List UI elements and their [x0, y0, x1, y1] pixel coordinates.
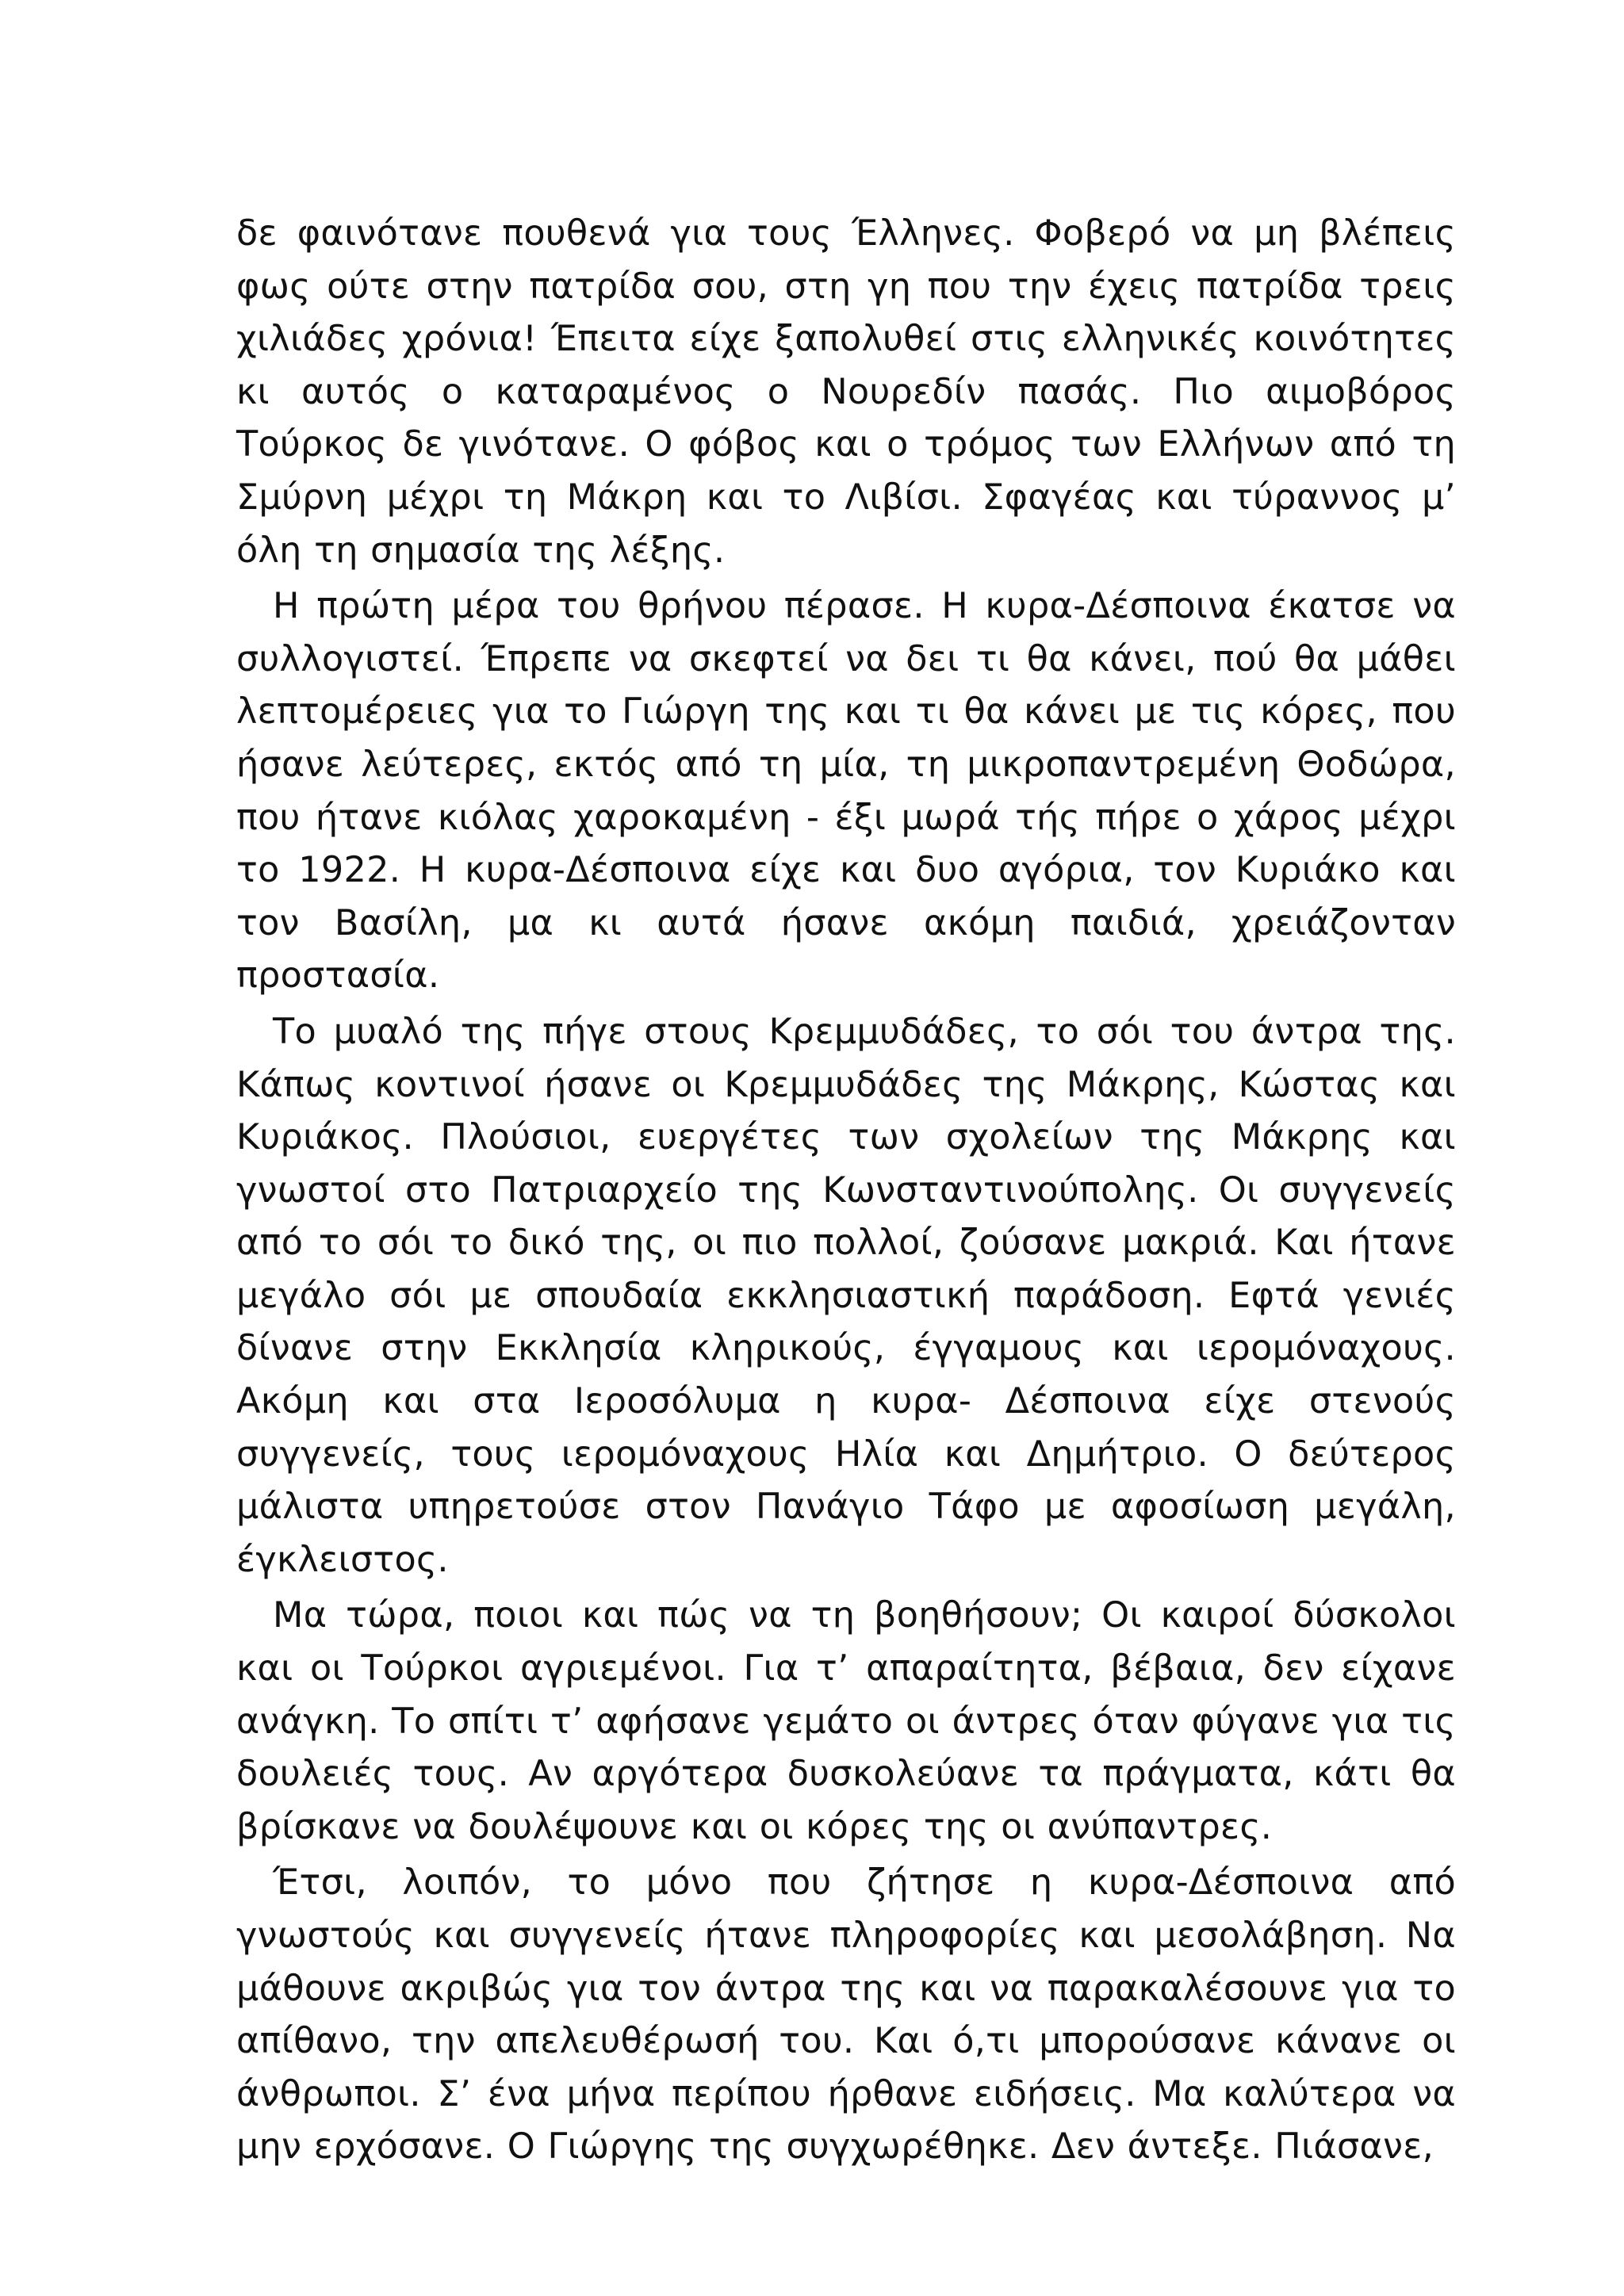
document-page [236, 208, 1456, 2174]
paragraph-5: Έτσι, λοιπόν, το μόνο που ζήτησε η κυρα-Δέσποινα από γνωστούς και συγγενείς ήτανε πληροφορίες και μεσολάβηση. Να μάθουνε ακριβώς για τον άντρα της και να παρακαλέσουνε για το απίθανο, την απελευθέρωσή του. Και ό,τι μπορούσανε κάνανε οι άνθρωποι. Σ’ ένα μήνα περίπου ήρθανε ειδήσεις. Μα καλύτερα να μην ερχόσανε. Ο Γιώργης της συγχωρέθηκε. Δεν άντεξε. Πιάσανε, [236, 1862, 1456, 2168]
paragraph-3: Το μυαλό της πήγε στους Κρεμμυδάδες, το σόι του άντρα της. Κάπως κοντινοί ήσανε οι Κρεμμυδάδες της Μάκρης, Κώστας και Κυριάκος. Πλούσιοι, ευεργέτες των σχολείων της Μάκρης και γνωστοί στο Πατριαρχείο της Κωνσταντινούπολης. Οι συγγενείς από το σόι το δικό της, οι πιο πολλοί, ζούσανε μακριά. Και ήτανε μεγάλο σόι με σπουδαία εκκλησιαστική παράδοση. Εφτά γενιές δίνανε στην Εκκλησία κληρικούς, έγγαμους και ιερομόναχους. Ακόμη και στα Ιεροσόλυμα η κυρα- Δέσποινα είχε στενούς συγγενείς, τους ιερομόναχους Ηλία και Δημήτριο. Ο δεύτερος μάλιστα υπηρετούσε στον Πανάγιο Τάφο με αφοσίωση μεγάλη, έγκλειστος. [236, 1011, 1456, 1580]
paragraph-2: Η πρώτη μέρα του θρήνου πέρασε. Η κυρα-Δέσποινα έκατσε να συλλογιστεί. Έπρεπε να σκεφτεί να δει τι θα κάνει, πού θα μάθει λεπτομέρειες για το Γιώργη της και τι θα κάνει με τις κόρες, που ήσανε λεύτερες, εκτός από τη μία, τη μικροπαντρεμένη Θοδώρα, που ήτανε κιόλας χαροκαμένη - έξι μωρά τής πήρε ο χάρος μέχρι το 1922. Η κυρα-Δέσποινα είχε και δυο αγόρια, τον Κυριάκο και τον Βασίλη, μα κι αυτά ήσανε ακόμη παιδιά, χρειάζονταν προστασία. [236, 586, 1456, 997]
paragraph-1: δε φαινότανε πουθενά για τους Έλληνες. Φοβερό να μη βλέπεις φως ούτε στην πατρίδα σου, στη γη που την έχεις πατρίδα τρεις χιλιάδες χρόνια! Έπειτα είχε ξαπολυθεί στις ελληνικές κοινότητες κι αυτός ο καταραμένος ο Νουρεδίν πασάς. Πιο αιμοβόρος Τούρκος δε γινότανε. Ο φόβος και ο τρόμος των Ελλήνων από τη Σμύρνη μέχρι τη Μάκρη και το Λιβίσι. Σφαγέας και τύραννος μ’ όλη τη σημασία της λέξης. [236, 213, 1456, 571]
paragraph-4: Μα τώρα, ποιοι και πώς να τη βοηθήσουν; Οι καιροί δύσκολοι και οι Τούρκοι αγριεμένοι. Για τ’ απαραίτητα, βέβαια, δεν είχανε ανάγκη. Το σπίτι τ’ αφήσανε γεμάτο οι άντρες όταν φύγανε για τις δουλειές τους. Αν αργότερα δυσκολεύανε τα πράγματα, κάτι θα βρίσκανε να δουλέψουνε και οι κόρες της οι ανύπαντρες. [236, 1595, 1456, 1847]
